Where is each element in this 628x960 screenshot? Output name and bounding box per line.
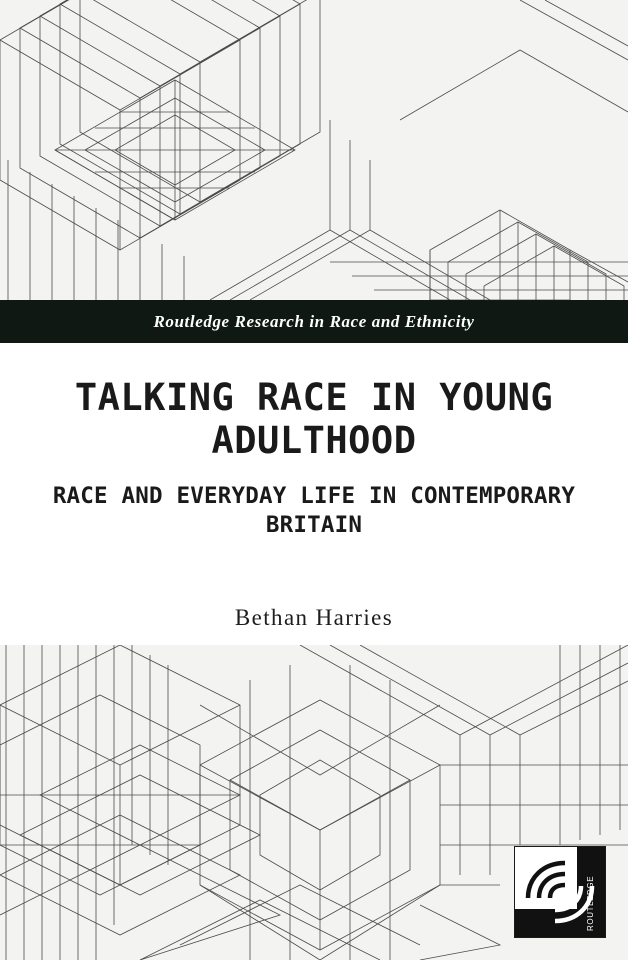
cover-text-block [0,343,628,645]
cover-artwork-top [0,0,628,300]
book-title: TALKING RACE IN YOUNG ADULTHOOD [74,376,554,462]
svg-text:ROUTLEDGE: ROUTLEDGE [586,875,595,931]
routledge-logo [514,846,606,938]
series-band [0,300,628,343]
book-subtitle: RACE AND EVERYDAY LIFE IN CONTEMPORARY BRITAIN [52,482,576,538]
book-author: Bethan Harries [234,605,394,631]
series-title: Routledge Research in Race and Ethnicity [153,311,475,331]
